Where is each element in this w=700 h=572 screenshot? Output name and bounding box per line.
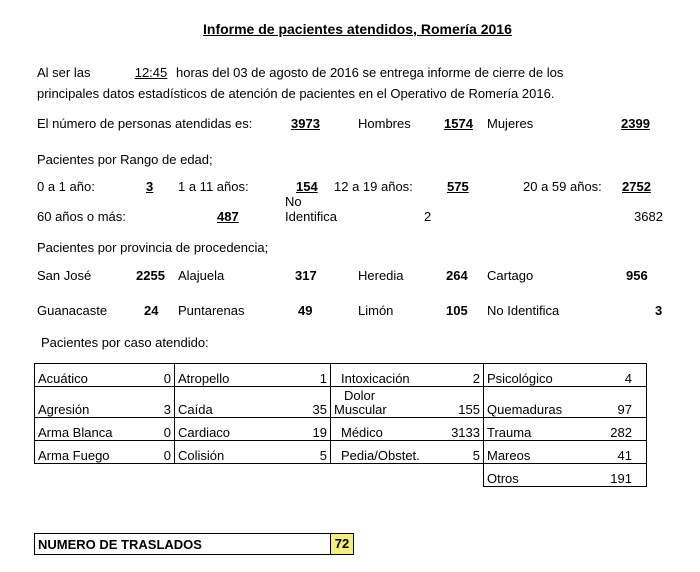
case-name: Cardiaco: [175, 418, 287, 441]
case-value: 3: [130, 387, 175, 418]
intro-prefix: Al ser las: [37, 65, 91, 80]
case-value: 0: [130, 441, 175, 464]
province-value: 317: [295, 268, 317, 283]
province-name: Heredia: [358, 268, 404, 283]
men-value: 1574: [444, 116, 473, 131]
case-name: Colisión: [175, 441, 287, 464]
age-g1-value: 3: [146, 179, 154, 194]
case-name: Quemaduras: [484, 387, 596, 418]
women-value: 2399: [621, 116, 650, 131]
case-name: Médico: [331, 418, 436, 441]
age-noid-label-1: No: [285, 194, 302, 209]
age-g3-value: 575: [447, 179, 469, 194]
province-name: Puntarenas: [178, 303, 245, 318]
case-name: Atropello: [175, 364, 287, 387]
case-name: Trauma: [484, 418, 596, 441]
case-name: Intoxicación: [331, 364, 436, 387]
table-row: [35, 387, 647, 418]
total-label: El número de personas atendidas es:: [37, 116, 253, 131]
case-value: 5: [287, 441, 331, 464]
province-value: 24: [144, 303, 159, 318]
province-name: Alajuela: [178, 268, 225, 283]
case-name-line: Muscular: [334, 402, 387, 417]
province-value: 105: [446, 303, 468, 318]
cases-heading: Pacientes por caso atendido:: [41, 335, 209, 350]
report-title: Informe de pacientes atendidos, Romería 2016: [203, 21, 512, 37]
case-name-multiline: [331, 387, 436, 418]
province-name: Limón: [358, 303, 394, 318]
traslados-label: NUMERO DE TRASLADOS: [38, 537, 202, 552]
case-value: 41: [596, 441, 647, 464]
case-value: 35: [287, 387, 331, 418]
province-value: 956: [626, 268, 648, 283]
case-value: 5: [436, 441, 484, 464]
case-name: Psicológico: [484, 364, 596, 387]
traslados-box: [34, 533, 354, 555]
age-g3-label: 12 a 19 años:: [334, 179, 413, 194]
case-value: 282: [596, 418, 647, 441]
intro-time: 12:45: [134, 65, 168, 80]
province-heading: Pacientes por provincia de procedencia;: [37, 240, 269, 255]
table-row: [35, 364, 647, 387]
province-name: San José: [37, 268, 92, 283]
case-name: Otros: [484, 464, 596, 487]
case-name: Pedia/Obstet.: [331, 441, 436, 464]
age-noid-label-2: Identifica: [285, 209, 338, 224]
case-value: 19: [287, 418, 331, 441]
case-name: Caída: [175, 387, 287, 418]
age-g5-label: 60 años o más:: [37, 209, 126, 224]
case-value: 3133: [436, 418, 484, 441]
age-g2-value: 154: [296, 179, 318, 194]
table-row: [35, 441, 647, 464]
case-name-line: Dolor: [344, 388, 376, 403]
case-value: 191: [596, 464, 647, 487]
case-value: 155: [436, 387, 484, 418]
age-g2-label: 1 a 11 años:: [178, 179, 249, 194]
total-value: 3973: [291, 116, 320, 131]
province-value: 264: [446, 268, 468, 283]
case-value: 4: [596, 364, 647, 387]
province-name: Guanacaste: [37, 303, 108, 318]
province-value: 2255: [136, 268, 165, 283]
case-name: Acuático: [35, 364, 130, 387]
age-heading: Pacientes por Rango de edad;: [37, 152, 213, 167]
case-value: 0: [130, 418, 175, 441]
age-g4-value: 2752: [622, 179, 651, 194]
age-g5-value: 487: [217, 209, 239, 224]
case-value: 97: [596, 387, 647, 418]
age-noid-value: 2: [424, 209, 432, 224]
case-name: Arma Fuego: [35, 441, 130, 464]
case-name: Agresión: [35, 387, 130, 418]
intro-line2: principales datos estadísticos de atención de pacientes en el Operativo de Romería 2016.: [37, 86, 555, 101]
case-value: 1: [287, 364, 331, 387]
table-row: [35, 418, 647, 441]
case-value: 2: [436, 364, 484, 387]
intro-line1-rest: horas del 03 de agosto de 2016 se entrega informe de cierre de los: [176, 65, 564, 80]
province-value: 49: [298, 303, 313, 318]
case-value: 0: [130, 364, 175, 387]
men-label: Hombres: [358, 116, 411, 131]
case-name: Mareos: [484, 441, 596, 464]
age-g4-label: 20 a 59 años:: [523, 179, 602, 194]
age-g1-label: 0 a 1 año:: [37, 179, 95, 194]
table-row: [35, 464, 647, 487]
traslados-value: 72: [330, 534, 353, 554]
province-value: 3: [655, 303, 663, 318]
province-name: No Identifica: [487, 303, 560, 318]
cases-table: [34, 363, 647, 487]
women-label: Mujeres: [487, 116, 534, 131]
age-total: 3682: [634, 209, 663, 224]
province-name: Cartago: [487, 268, 534, 283]
case-name: Arma Blanca: [35, 418, 130, 441]
